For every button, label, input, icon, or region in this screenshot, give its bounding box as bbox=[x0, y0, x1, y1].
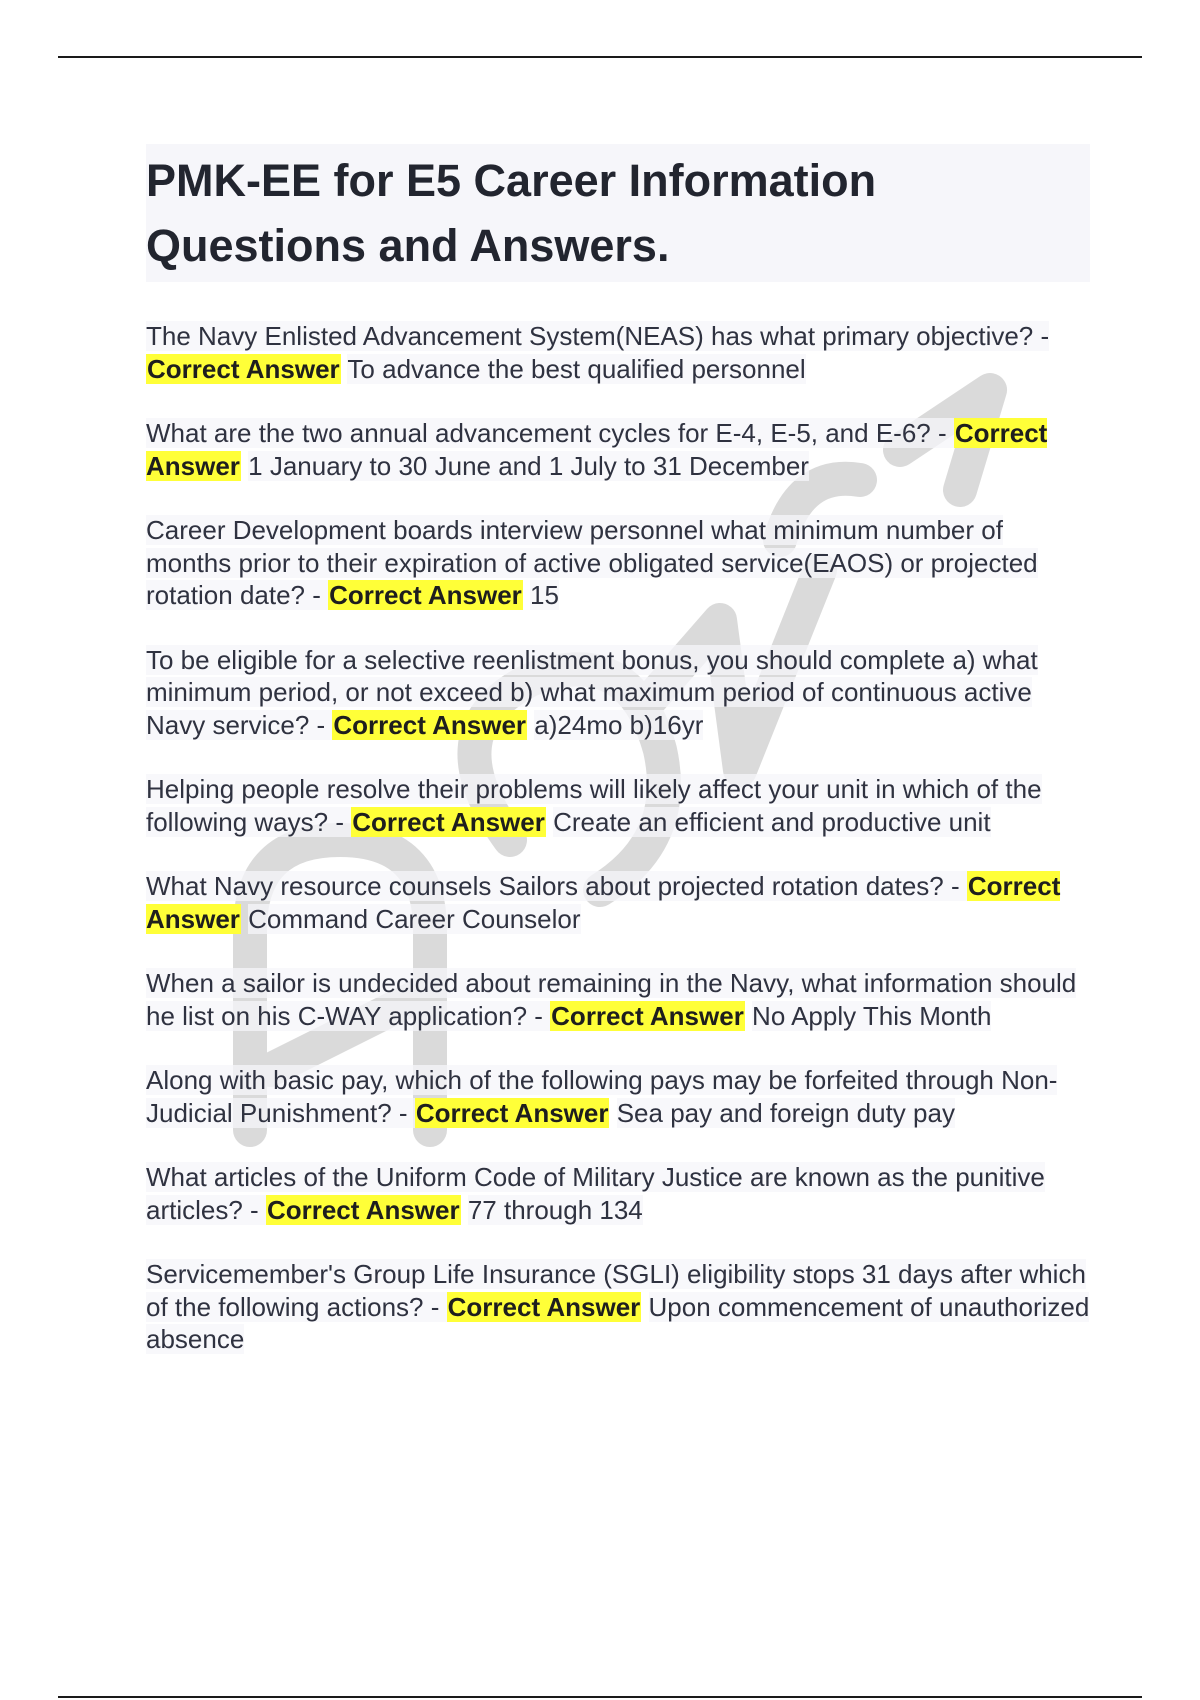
correct-answer-label: Correct Answer bbox=[146, 418, 1048, 481]
answer-text: Sea pay and foreign duty pay bbox=[616, 1097, 955, 1128]
separator: - bbox=[391, 1097, 415, 1128]
separator: - bbox=[328, 806, 352, 837]
qa-item bbox=[146, 417, 1090, 482]
correct-answer-label: Correct Answer bbox=[147, 353, 340, 384]
answer-text: Upon commencement of unauthorized absence bbox=[146, 1291, 1090, 1354]
separator: - bbox=[943, 871, 967, 901]
separator: - bbox=[309, 709, 333, 740]
answer-text: 1 January to 30 June and 1 July to 31 December bbox=[248, 450, 809, 481]
top-rule bbox=[58, 56, 1142, 58]
separator: - bbox=[242, 1194, 266, 1225]
separator: - bbox=[423, 1291, 447, 1322]
qa-item bbox=[146, 320, 1090, 385]
qa-item bbox=[146, 1258, 1090, 1356]
separator: - bbox=[930, 418, 954, 448]
answer-text: Create an efficient and productive unit bbox=[553, 806, 991, 837]
question-text: Servicemember's Group Life Insurance (SGLI) eligibility stops 31 days after which of the following actions? bbox=[146, 1259, 1086, 1322]
answer-text: No Apply This Month bbox=[752, 1000, 992, 1031]
correct-answer-label: Correct Answer bbox=[415, 1097, 609, 1128]
qa-item bbox=[146, 1064, 1090, 1129]
question-text: The Navy Enlisted Advancement System(NEAS) has what primary objective? bbox=[146, 321, 1034, 351]
separator: - bbox=[1033, 321, 1050, 351]
separator: - bbox=[527, 1000, 551, 1031]
correct-answer-label: Correct Answer bbox=[266, 1194, 460, 1225]
document-body bbox=[146, 144, 1090, 1388]
title-block bbox=[146, 144, 1090, 282]
qa-item bbox=[146, 1161, 1090, 1226]
qa-item bbox=[146, 514, 1090, 612]
answer-text: Command Career Counselor bbox=[248, 903, 581, 934]
qa-item bbox=[146, 967, 1090, 1032]
correct-answer-label: Correct Answer bbox=[329, 580, 522, 610]
bottom-rule bbox=[58, 1696, 1142, 1698]
answer-text: 77 through 134 bbox=[467, 1194, 643, 1225]
question-text: To be eligible for a selective reenlistment bonus, you should complete a) what minimum period, or not exceed b) what maximum period of continuous active Navy service? bbox=[146, 644, 1038, 740]
qa-list bbox=[146, 320, 1090, 1356]
question-text: Along with basic pay, which of the following pays may be forfeited through Non-Judicial Punishment? bbox=[146, 1065, 1058, 1128]
qa-item bbox=[146, 644, 1090, 742]
answer-text: a)24mo b)16yr bbox=[534, 709, 704, 740]
question-text: Career Development boards interview personnel what minimum number of months prior to their expiration of active obligated service(EAOS) or projected rotation date? bbox=[146, 515, 1038, 610]
qa-item bbox=[146, 773, 1090, 838]
page-title: PMK-EE for E5 Career Information Questions and Answers. bbox=[146, 155, 877, 271]
answer-text: To advance the best qualified personnel bbox=[347, 353, 806, 384]
qa-item bbox=[146, 870, 1090, 935]
question-text: What articles of the Uniform Code of Military Justice are known as the punitive articles? bbox=[146, 1162, 1045, 1225]
correct-answer-label: Correct Answer bbox=[333, 709, 527, 740]
separator: - bbox=[305, 580, 329, 610]
correct-answer-label: Correct Answer bbox=[551, 1000, 744, 1031]
correct-answer-label: Correct Answer bbox=[352, 806, 545, 837]
question-text: What are the two annual advancement cycles for E-4, E-5, and E-6? bbox=[146, 418, 931, 448]
answer-text: 15 bbox=[530, 580, 559, 610]
correct-answer-label: Correct Answer bbox=[146, 871, 1061, 934]
correct-answer-label: Correct Answer bbox=[447, 1291, 641, 1322]
question-text: What Navy resource counsels Sailors about projected rotation dates? bbox=[146, 871, 944, 901]
question-text: Helping people resolve their problems will likely affect your unit in which of the following ways? bbox=[146, 774, 1042, 837]
question-text: When a sailor is undecided about remaining in the Navy, what information should he list on his C-WAY application? bbox=[146, 968, 1077, 1031]
